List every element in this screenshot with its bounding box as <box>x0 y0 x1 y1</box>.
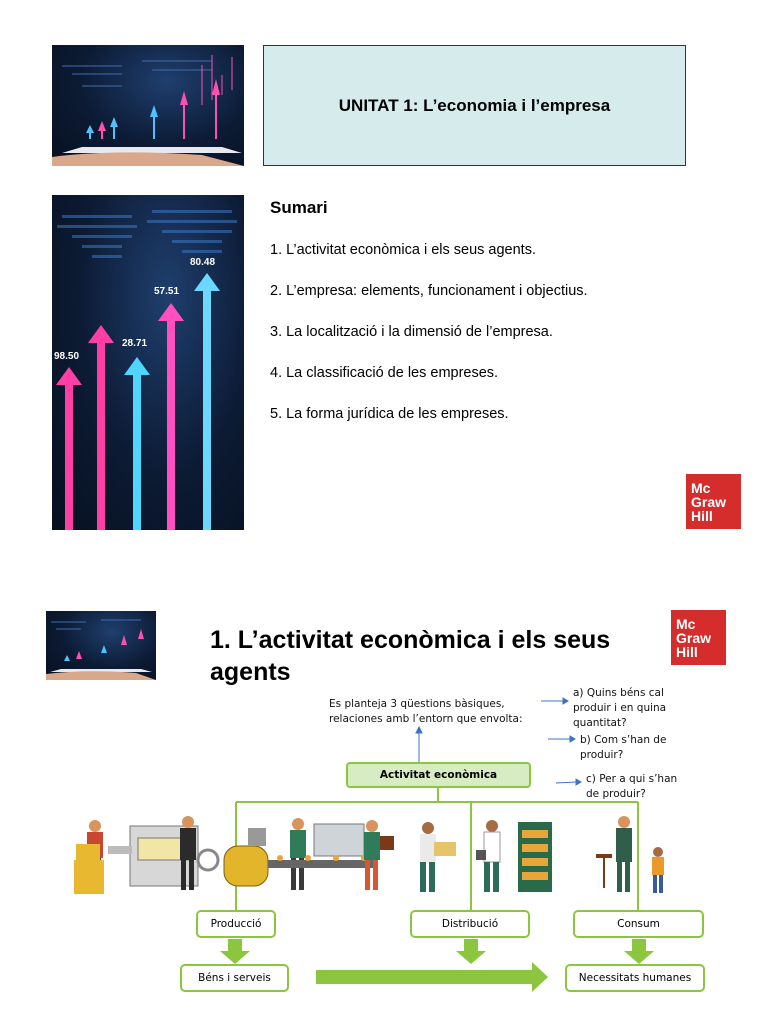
necessitats-humanes-box: Necessitats humanes <box>565 964 705 992</box>
sumari-heading: Sumari <box>270 198 328 217</box>
unit-title: UNITAT 1: L’economia i l’empresa <box>338 95 611 115</box>
consum-box: Consum <box>573 910 704 938</box>
produccio-box: Producció <box>196 910 276 938</box>
economic-activity-illustration <box>68 808 678 908</box>
sumari-item: 5. La forma jurídica de les empreses. <box>270 406 509 422</box>
sumari-item: 4. La classificació de les empreses. <box>270 365 499 381</box>
question-b: b) Com s’han de produir? <box>580 734 667 761</box>
mcgraw-hill-logo: Mc Graw Hill <box>686 474 741 529</box>
sumari-item: 3. La localització i la dimensió de l’empresa. <box>270 324 553 340</box>
section-title: 1. L’activitat econòmica i els seus agents <box>210 626 611 686</box>
activity-box: Activitat econòmica <box>346 762 531 788</box>
chart-label: 28.71 <box>122 338 148 349</box>
sumari-item: 1. L’activitat econòmica i els seus agents. <box>270 242 536 258</box>
chart-label: 80.48 <box>190 257 216 268</box>
distribucio-box: Distribució <box>410 910 530 938</box>
question-a: a) Quins béns cal produir i en quina quantitat? <box>573 687 667 729</box>
questions-intro-note: Es planteja 3 qüestions bàsiques, relaciones amb l’entorn que envolta: <box>329 698 523 725</box>
mcgraw-hill-logo: Mc Graw Hill <box>671 610 726 665</box>
question-c: c) Per a qui s’han de produir? <box>586 773 678 800</box>
chart-label: 57.51 <box>154 286 180 297</box>
sumari-item: 2. L’empresa: elements, funcionament i objectius. <box>270 283 588 299</box>
chart-label: 98.50 <box>54 351 80 362</box>
bens-serveis-box: Béns i serveis <box>180 964 289 992</box>
